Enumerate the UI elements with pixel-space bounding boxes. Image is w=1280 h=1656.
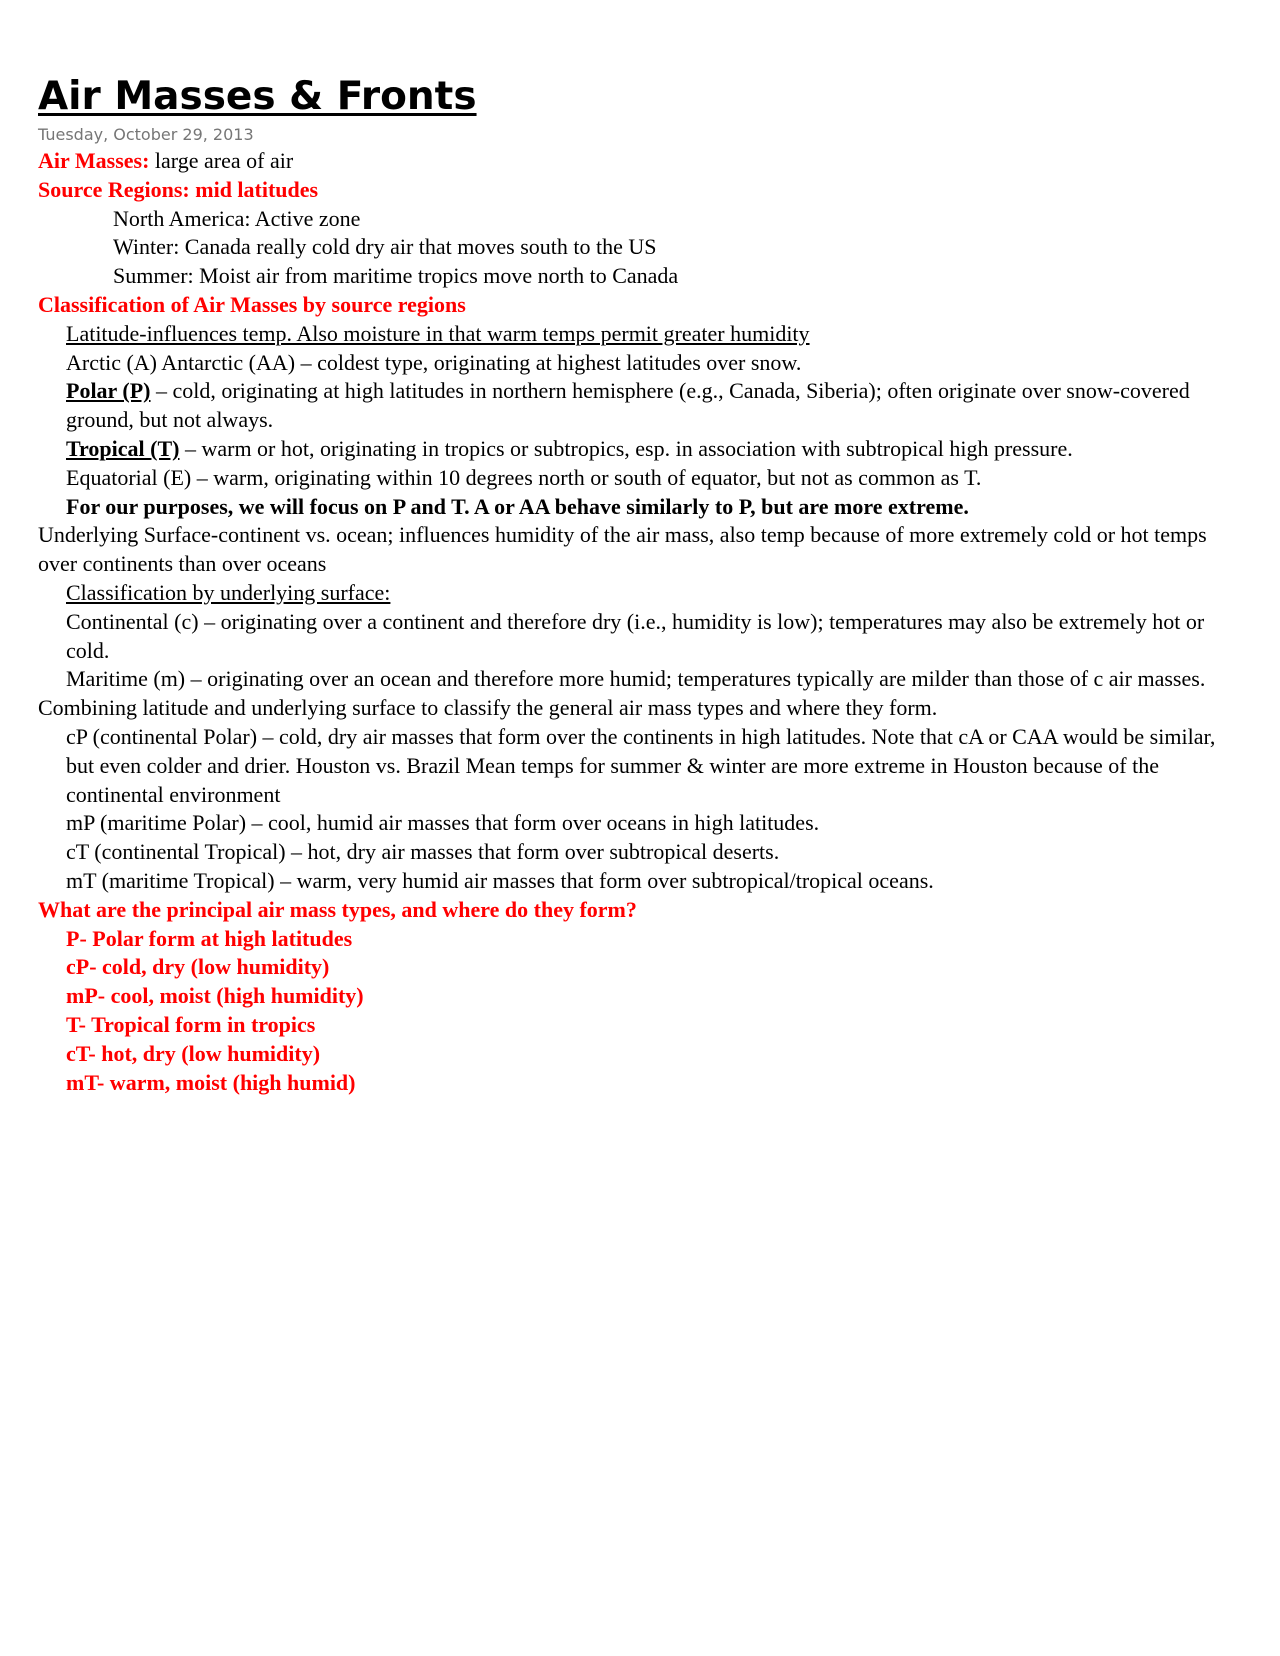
tropical-text: – warm or hot, originating in tropics or subtropics, esp. in association with subtropical high pressure. xyxy=(179,435,1073,461)
source-region-item: Summer: Moist air from maritime tropics move north to Canada xyxy=(113,263,679,289)
air-masses-text: large area of air xyxy=(149,148,294,173)
page-title: Air Masses & Fronts xyxy=(38,74,477,119)
post-date: Tuesday, October 29, 2013 xyxy=(38,125,254,144)
equatorial-line: Equatorial (E) – warm, originating within 10 degrees north or south of equator, but not as common as T. xyxy=(66,464,982,490)
focus-line: For our purposes, we will focus on P and T. A or AA behave similarly to P, but are more extreme. xyxy=(66,493,969,519)
document-page xyxy=(38,70,1238,1097)
arctic-line: Arctic (A) Antarctic (AA) – coldest type, originating at highest latitudes over snow. xyxy=(66,349,802,375)
principal-heading: What are the principal air mass types, and where do they form? xyxy=(38,896,637,922)
source-regions-heading: Source Regions: mid latitudes xyxy=(38,176,319,202)
polar-line xyxy=(38,377,1238,435)
polar-label: Polar (P) xyxy=(66,378,151,404)
combining-item: cT (continental Tropical) – hot, dry air masses that form over subtropical deserts. xyxy=(66,839,780,865)
source-region-item: North America: Active zone xyxy=(113,205,361,231)
principal-item: T- Tropical form in tropics xyxy=(66,1011,316,1037)
air-masses-label: Air Masses: xyxy=(38,148,150,173)
combining-intro: Combining latitude and underlying surface to classify the general air mass types and where they form. xyxy=(38,695,938,721)
combining-item: mT (maritime Tropical) – warm, very humid air masses that form over subtropical/tropical oceans. xyxy=(66,867,934,893)
maritime-line: Maritime (m) – originating over an ocean and therefore more humid; temperatures typically are milder than those of c air masses. xyxy=(66,666,1206,692)
principal-item: cT- hot, dry (low humidity) xyxy=(66,1040,321,1066)
combining-item: cP (continental Polar) – cold, dry air masses that form over the continents in high latitudes. Note that cA or CAA would be similar, but even colder and drier. Houston vs. Brazil Mean temps for summer & winter are more extreme in Houston because of the continental environment xyxy=(66,723,1216,807)
combining-item: mP (maritime Polar) – cool, humid air masses that form over oceans in high latitudes. xyxy=(66,810,820,836)
polar-text: – cold, originating at high latitudes in northern hemisphere (e.g., Canada, Siberia); often originate over snow-covered ground, but not always. xyxy=(66,378,1190,433)
latitude-line: Latitude-influences temp. Also moisture in that warm temps permit greater humidity xyxy=(66,320,810,346)
surface-intro: Underlying Surface-continent vs. ocean; influences humidity of the air mass, also temp because of more extremely cold or hot temps over continents than over oceans xyxy=(38,522,1207,577)
principal-item: P- Polar form at high latitudes xyxy=(66,925,353,951)
principal-item: cP- cold, dry (low humidity) xyxy=(66,954,330,980)
air-masses-definition xyxy=(38,147,1238,176)
continental-line: Continental (c) – originating over a continent and therefore dry (i.e., humidity is low); temperatures may also be extremely hot or cold. xyxy=(66,608,1205,663)
classification-heading: Classification of Air Masses by source regions xyxy=(38,291,466,317)
surface-heading: Classification by underlying surface: xyxy=(66,579,391,605)
tropical-line xyxy=(38,435,1238,464)
tropical-label: Tropical (T) xyxy=(66,435,180,461)
source-region-item: Winter: Canada really cold dry air that moves south to the US xyxy=(113,234,657,260)
principal-item: mP- cool, moist (high humidity) xyxy=(66,983,364,1009)
principal-item: mT- warm, moist (high humid) xyxy=(66,1069,356,1095)
